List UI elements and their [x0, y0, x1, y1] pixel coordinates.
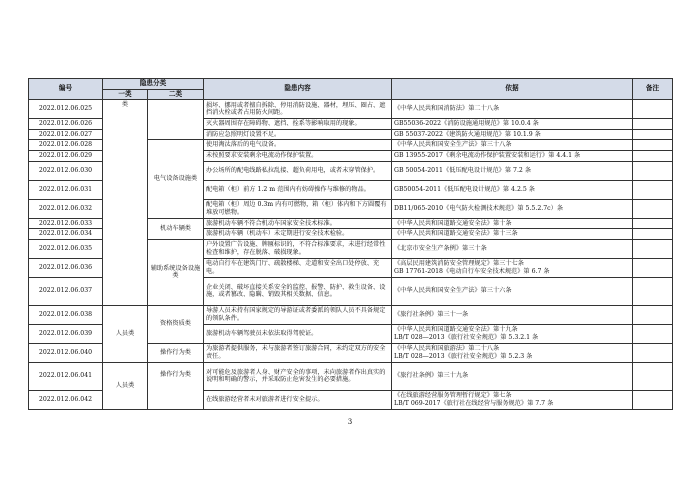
level1-cell: 类	[103, 100, 148, 306]
row-code: 2022.012.06.040	[29, 343, 103, 362]
row-content: 配电箱（柜）周边 0.3m 内有可燃物，箱（柜）体内和下方圆覆有堆放可燃物。	[204, 199, 392, 218]
level2-cell: 辅助系统设备设施类	[148, 239, 204, 305]
row-basis: 《高层民用建筑消防安全管理规定》第三十七条 GB 17761-2018《电动自行车安全技术规范》第 6.7 条	[392, 258, 633, 277]
level2-cell	[148, 100, 204, 140]
row-code: 2022.012.06.036	[29, 258, 103, 277]
row-content: 导游人员未持有国家规定的导游证或者委派的领队人员不具备规定的领队条件。	[204, 305, 392, 324]
row-code: 2022.012.06.037	[29, 277, 103, 305]
table-row	[29, 100, 673, 119]
row-basis: 《北京市安全生产条例》第三十条	[392, 239, 633, 258]
row-code: 2022.012.06.028	[29, 140, 103, 151]
row-content: 使用淘汰落后的电气设备。	[204, 140, 392, 151]
row-basis: 《中华人民共和国道路交通安全法》第十三条	[392, 229, 633, 240]
row-remarks	[633, 305, 673, 324]
row-code: 2022.012.06.041	[29, 362, 103, 390]
row-basis: 《在线旅游经营服务管理暂行规定》第七条 LB/T 069-2017《旅行社在线经营与服务规范》第 7.7 条	[392, 390, 633, 409]
level1-cell: 人员类	[103, 362, 148, 409]
row-basis: 《中华人民共和国安全生产法》第三十八条	[392, 140, 633, 151]
level2-cell: 操作行为类	[148, 343, 204, 362]
row-code: 2022.012.06.034	[29, 229, 103, 240]
level1-cell: 人员类	[103, 305, 148, 362]
row-basis: 《中华人民共和国道路交通安全法》第十九条 LB/T 028—2013《旅行社安全规范》第 5.3.2.1 条	[392, 324, 633, 343]
level2-cell: 资格资质类	[148, 305, 204, 343]
row-basis: GB50054-2011《低压配电设计规范》第 4.2.5 条	[392, 180, 633, 199]
row-content: 户外设置广告设施、牌匾标识的，不符合标准要求，未进行经常性检查和维护，存在脱落、破损现象。	[204, 239, 392, 258]
row-basis: GB 13955-2017《剩余电流动作保护装置安装和运行》第 4.4.1 条	[392, 150, 633, 161]
row-remarks	[633, 199, 673, 218]
row-remarks	[633, 362, 673, 390]
row-code: 2022.012.06.031	[29, 180, 103, 199]
row-basis: GB55036-2022《消防设施通用规范》第 10.0.4 条	[392, 119, 633, 130]
row-remarks	[633, 161, 673, 180]
header-content: 隐患内容	[204, 79, 392, 100]
row-content: 损坏、挪用或者擅自拆除、停用消防设施、器材，埋压、圈占、遮挡消火栓或者占用防火间距。	[204, 100, 392, 119]
row-content: 对可能危及旅游者人身、财产安全的事项，未向旅游者作出真实的说明和明确的警示，并采取防止危害发生的必要措施。	[204, 362, 392, 390]
level2-cell: 机动车辆类	[148, 218, 204, 239]
row-basis: 《中华人民共和国消防法》第二十八条	[392, 100, 633, 119]
row-content: 旅游机动车辆驾驶员未依法取得驾驶证。	[204, 324, 392, 343]
row-content: 在线旅游经营者未对旅游者进行安全提示。	[204, 390, 392, 409]
row-content: 未按照要求安装剩余电流动作保护装置。	[204, 150, 392, 161]
row-code: 2022.012.06.027	[29, 129, 103, 140]
header-level1: 一类	[103, 89, 148, 100]
row-code: 2022.012.06.032	[29, 199, 103, 218]
row-content: 电动自行车在建筑门厅、疏散楼梯、走道和安全出口处停放、充电。	[204, 258, 392, 277]
level2-cell: 操作行为类	[148, 362, 204, 409]
row-remarks	[633, 150, 673, 161]
row-content: 企业关闭、破坏直接关系安全的监控、报警、防护、救生设备、设施，或者篡改、隐瞒、销毁其相关数据、信息。	[204, 277, 392, 305]
row-basis: GB 50054-2011《低压配电设计规范》第 7.2 条	[392, 161, 633, 180]
row-remarks	[633, 129, 673, 140]
header-level2: 二类	[148, 89, 204, 100]
header-row	[29, 79, 673, 90]
row-content: 办公场所的配电线路私拉乱接、超负荷用电，或者未穿管保护。	[204, 161, 392, 180]
row-remarks	[633, 140, 673, 151]
row-basis: 《旅行社条例》第三十一条	[392, 305, 633, 324]
page-number: 3	[347, 418, 353, 426]
row-content: 旅游机动车辆不符合机动车国家安全技术标准。	[204, 218, 392, 229]
row-content: 灭火器周围存在障碍物、遮挡、拴系等影响取用的现象。	[204, 119, 392, 130]
table-row	[29, 362, 673, 390]
row-basis: 《中华人民共和国旅游法》第二十八条 LB/T 028—2013《旅行社安全规范》第 5.2.3 条	[392, 343, 633, 362]
row-remarks	[633, 119, 673, 130]
header-code: 编号	[29, 79, 103, 100]
header-remarks: 备注	[633, 79, 673, 100]
row-remarks	[633, 324, 673, 343]
row-basis: GB 55037-2022《建筑防火通用规范》第 10.1.9 条	[392, 129, 633, 140]
table-row	[29, 305, 673, 324]
row-basis: DB11/065-2010《电气防火检测技术规范》第 5.5.2.7c）条	[392, 199, 633, 218]
row-remarks	[633, 258, 673, 277]
row-code: 2022.012.06.026	[29, 119, 103, 130]
row-remarks	[633, 239, 673, 258]
hazard-table	[28, 78, 673, 410]
row-remarks	[633, 100, 673, 119]
document-table-area	[28, 78, 672, 410]
row-code: 2022.012.06.030	[29, 161, 103, 180]
row-code: 2022.012.06.038	[29, 305, 103, 324]
header-basis: 依据	[392, 79, 633, 100]
level2-cell: 电气设备设施类	[148, 140, 204, 218]
row-content: 为旅游者提供服务，未与旅游者签订旅游合同，未约定双方的安全责任。	[204, 343, 392, 362]
row-remarks	[633, 180, 673, 199]
row-basis: 《旅行社条例》第三十九条	[392, 362, 633, 390]
row-remarks	[633, 277, 673, 305]
row-remarks	[633, 218, 673, 229]
row-content: 配电箱（柜）前方 1.2 m 范围内有妨碍操作与维修的物品。	[204, 180, 392, 199]
row-code: 2022.012.06.025	[29, 100, 103, 119]
row-basis: 《中华人民共和国道路交通安全法》第十条	[392, 218, 633, 229]
row-code: 2022.012.06.033	[29, 218, 103, 229]
row-code: 2022.012.06.029	[29, 150, 103, 161]
row-code: 2022.012.06.035	[29, 239, 103, 258]
row-remarks	[633, 343, 673, 362]
row-content: 旅游机动车辆（机动车）未定期进行安全技术检验。	[204, 229, 392, 240]
row-remarks	[633, 390, 673, 409]
row-code: 2022.012.06.039	[29, 324, 103, 343]
row-remarks	[633, 229, 673, 240]
row-content: 消防应急照明灯设置不足。	[204, 129, 392, 140]
row-basis: 《中华人民共和国安全生产法》第三十六条	[392, 277, 633, 305]
header-category: 隐患分类	[103, 79, 204, 90]
row-code: 2022.012.06.042	[29, 390, 103, 409]
